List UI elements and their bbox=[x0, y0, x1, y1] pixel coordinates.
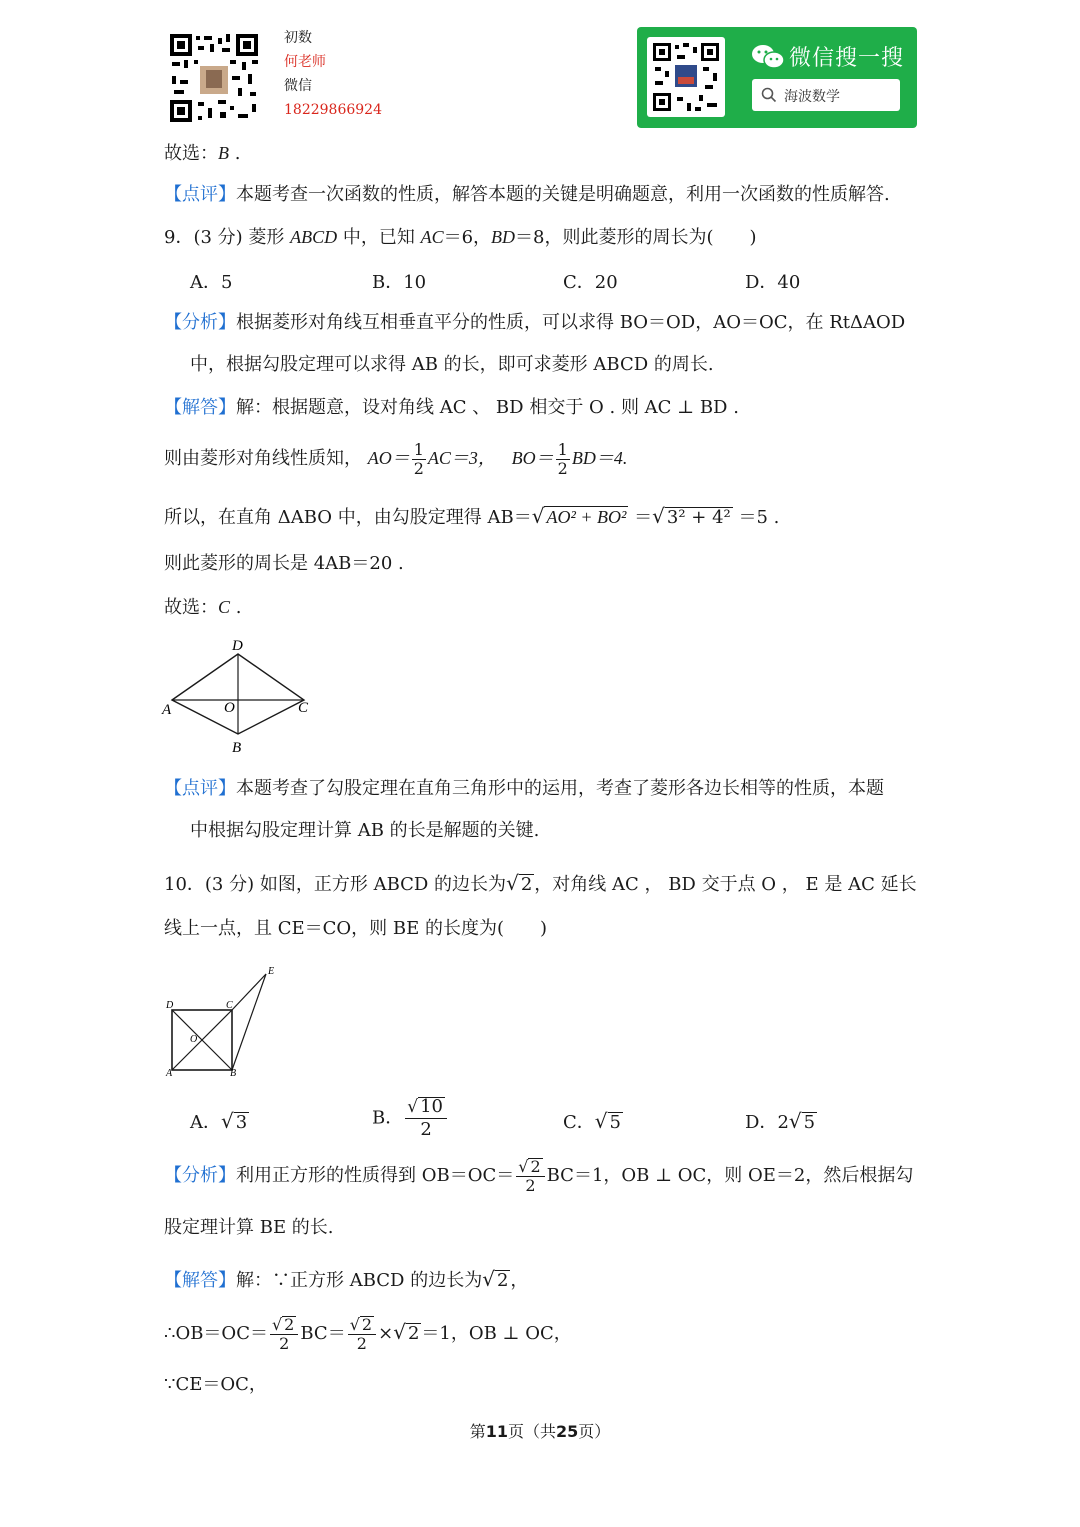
fraction-half-2 bbox=[556, 441, 570, 478]
q10-solution2-b: BC＝ bbox=[300, 1323, 346, 1344]
sqrt-symbol-icon: √ bbox=[407, 1097, 419, 1117]
q10-analysis-line2: 股定理计算 BE 的长. bbox=[164, 1217, 334, 1238]
footer-suffix: 页） bbox=[578, 1422, 611, 1441]
fig-label-o: O bbox=[224, 700, 235, 716]
q10-opt-c-rad: 5 bbox=[609, 1112, 621, 1133]
fraction-half-1 bbox=[412, 441, 426, 478]
q10-option-c[interactable] bbox=[563, 1108, 623, 1134]
qr-code-icon bbox=[168, 32, 260, 124]
footer-mid: 页（共 bbox=[507, 1422, 556, 1441]
sqrt-symbol-icon: √ bbox=[506, 871, 519, 895]
page-footer bbox=[0, 1419, 1080, 1442]
q10-solution-line1 bbox=[164, 1266, 528, 1294]
q10-solution2-rad: 2 bbox=[407, 1323, 420, 1344]
q10-stem-line2: 线上一点，且 CE＝CO，则 BE 的长度为( ) bbox=[164, 918, 548, 939]
q9-analysis-text1: 根据菱形对角线互相垂直平分的性质，可以求得 BO＝OD，AO＝OC，在 RtΔAOD bbox=[236, 312, 906, 333]
fraction-sqrt2-over-2 bbox=[516, 1158, 544, 1195]
q10-option-b[interactable] bbox=[372, 1096, 449, 1141]
q10-solution-line2 bbox=[164, 1312, 572, 1354]
q10-opt-d-coef: 2 bbox=[777, 1112, 789, 1133]
q10-solution2-d: ＝1，OB ⊥ OC， bbox=[421, 1323, 572, 1344]
q9-solution-line3-mid: ＝ bbox=[628, 507, 653, 528]
q10-stem-b: ，对角线 AC ， BD 交于点 O ， E 是 AC 延长 bbox=[534, 874, 917, 895]
q10-solution-rad: 2 bbox=[496, 1270, 509, 1291]
q9-radicand-2: 3² + 4² bbox=[666, 507, 731, 528]
q8-answer-prefix: 故选： bbox=[164, 143, 218, 164]
q10-analysis-a: 利用正方形的性质得到 OB＝OC＝ bbox=[236, 1165, 515, 1186]
q9-answer: C bbox=[218, 597, 231, 617]
q9-bo: BO＝ bbox=[511, 448, 554, 468]
fraction-rad: 2 bbox=[361, 1314, 373, 1334]
q9-bd: BD bbox=[491, 227, 516, 247]
fraction-num: 1 bbox=[557, 439, 568, 459]
fig-label-d: D bbox=[232, 638, 243, 654]
q10-analysis-b: BC＝1，OB ⊥ OC，则 OE＝2，然后根据勾 bbox=[546, 1165, 914, 1186]
sqrt-symbol-icon: √ bbox=[531, 504, 545, 528]
search-icon bbox=[761, 87, 777, 103]
fraction-sqrt2-over-2 bbox=[270, 1316, 298, 1353]
q10-solution-line3: ∵CE＝OC， bbox=[164, 1374, 267, 1395]
q10-solution2-a: ∴OB＝OC＝ bbox=[164, 1323, 268, 1344]
fig-label-c: C bbox=[298, 700, 309, 716]
wechat-logo-icon bbox=[751, 43, 785, 71]
q10-opt-b-fraction bbox=[405, 1096, 447, 1141]
q10-opt-d-prefix: D． bbox=[745, 1112, 778, 1133]
q9-ac-val: ＝6， bbox=[443, 227, 492, 248]
q10-option-d[interactable] bbox=[745, 1108, 817, 1134]
note-teacher: 何老师 bbox=[284, 54, 326, 70]
q9-solution-line3-prefix: 所以，在直角 ΔABO 中，由勾股定理得 AB＝ bbox=[164, 507, 532, 528]
fraction-rad: 2 bbox=[530, 1156, 541, 1176]
note-course: 初数 bbox=[284, 30, 312, 46]
fig-label-a: A bbox=[162, 702, 172, 718]
wechat-qr-code bbox=[647, 37, 725, 117]
q9-analysis-tag: 【分析】 bbox=[164, 312, 236, 333]
fig-label-b: B bbox=[232, 740, 242, 756]
q9-number: 9．(3 分) 菱形 bbox=[164, 227, 291, 248]
fraction-num bbox=[348, 1316, 376, 1335]
note-wechat: 微信 bbox=[284, 78, 312, 94]
sqrt-symbol-icon: √ bbox=[349, 1314, 360, 1334]
fraction-den: 2 bbox=[279, 1333, 290, 1353]
q9-option-a[interactable]: A．5 bbox=[190, 272, 233, 293]
sqrt-symbol-icon: √ bbox=[221, 1109, 234, 1133]
fraction-num: 1 bbox=[413, 439, 424, 459]
q9-analysis-line2: 中，根据勾股定理可以求得 AB 的长，即可求菱形 ABCD 的周长. bbox=[190, 354, 714, 375]
q10-solution-tag: 【解答】 bbox=[164, 1270, 236, 1291]
q9-solution-line2 bbox=[164, 438, 627, 479]
q9-answer-line: 故选：C . bbox=[164, 597, 242, 618]
sqrt-symbol-icon: √ bbox=[271, 1314, 283, 1334]
q10-solution2-c: × bbox=[378, 1323, 394, 1344]
fig-label-d: D bbox=[166, 1000, 174, 1011]
footer-prefix: 第 bbox=[469, 1422, 486, 1441]
fraction-den: 2 bbox=[525, 1175, 536, 1195]
fraction-num bbox=[516, 1158, 544, 1177]
q9-solution-line4: 则此菱形的周长是 4AB＝20 . bbox=[164, 553, 404, 574]
q10-analysis-tag: 【分析】 bbox=[164, 1165, 236, 1186]
q9-solution-line1 bbox=[164, 395, 739, 421]
sqrt-symbol-icon: √ bbox=[652, 504, 665, 528]
footer-total: 25 bbox=[556, 1422, 579, 1441]
fraction-sqrt2-over-2 bbox=[348, 1316, 376, 1353]
q10-rad-two: 2 bbox=[520, 874, 533, 895]
q9-option-c[interactable]: C．20 bbox=[563, 272, 618, 293]
q10-analysis-line1 bbox=[164, 1156, 913, 1196]
q10-stem-line1 bbox=[164, 870, 917, 898]
q10-opt-a-rad: 3 bbox=[235, 1112, 248, 1133]
q10-solution-a: 解：∵正方形 ABCD 的边长为 bbox=[236, 1270, 483, 1291]
q9-stem bbox=[164, 224, 757, 251]
sqrt-symbol-icon: √ bbox=[594, 1109, 608, 1133]
fraction-den: 2 bbox=[356, 1333, 367, 1353]
q9-solution-tag: 【解答】 bbox=[164, 397, 236, 418]
q8-answer-line: 故选：B . bbox=[164, 143, 241, 164]
q9-solution-line2-prefix: 则由菱形对角线性质知， bbox=[164, 448, 362, 469]
q9-analysis-line1 bbox=[164, 310, 905, 336]
q10-opt-b-rad: 10 bbox=[420, 1096, 443, 1117]
fraction-den: 2 bbox=[557, 458, 568, 478]
qr-code-left bbox=[168, 32, 260, 124]
q9-answer-prefix: 故选： bbox=[164, 597, 218, 618]
rhombus-figure bbox=[160, 634, 320, 756]
q9-solution-line3-end: ＝5 . bbox=[732, 507, 780, 528]
q9-review-text1: 本题考查了勾股定理在直角三角形中的运用，考查了菱形各边长相等的性质，本题 bbox=[236, 778, 884, 799]
q8-answer: B bbox=[218, 143, 229, 163]
qr-code-icon bbox=[647, 37, 725, 117]
q8-review-text: 本题考查一次函数的性质，解答本题的关键是明确题意，利用一次函数的性质解答. bbox=[236, 184, 890, 205]
fraction-den: 2 bbox=[413, 458, 424, 478]
q8-review-tag: 【点评】 bbox=[164, 184, 236, 205]
sqrt-symbol-icon: √ bbox=[518, 1156, 529, 1176]
wechat-search-text: 海波数学 bbox=[784, 89, 840, 105]
q9-review-tag: 【点评】 bbox=[164, 778, 236, 799]
fig-label-e: E bbox=[268, 966, 275, 977]
q9-bd-val: ＝8，则此菱形的周长为( ) bbox=[515, 227, 757, 248]
q9-review-line1 bbox=[164, 776, 884, 802]
footer-page: 11 bbox=[485, 1422, 508, 1441]
q9-solution-line3 bbox=[164, 503, 779, 531]
q9-option-b[interactable]: B．10 bbox=[372, 272, 427, 293]
q10-stem-a: 10．(3 分) 如图，正方形 ABCD 的边长为 bbox=[164, 874, 507, 895]
fraction-den: 2 bbox=[420, 1119, 432, 1140]
q9-shape: ABCD bbox=[290, 227, 338, 247]
q9-review-line2: 中根据勾股定理计算 AB 的长是解题的关键. bbox=[190, 820, 540, 841]
q9-bd-4: BD＝4. bbox=[571, 448, 628, 468]
fig-label-c: C bbox=[226, 1000, 233, 1011]
square-figure bbox=[160, 962, 284, 1082]
q8-review-line bbox=[164, 182, 890, 208]
q9-stem-mid: 中，已知 bbox=[337, 227, 421, 248]
sqrt-symbol-icon: √ bbox=[788, 1109, 802, 1133]
wechat-search-field[interactable] bbox=[752, 79, 900, 111]
fig-label-a: A bbox=[166, 1068, 173, 1079]
q10-opt-c-prefix: C． bbox=[563, 1112, 595, 1133]
sqrt-symbol-icon: √ bbox=[482, 1267, 495, 1291]
q10-opt-a-prefix: A． bbox=[190, 1112, 221, 1133]
fraction-num bbox=[405, 1096, 447, 1119]
note-phone: 18229866924 bbox=[284, 102, 382, 118]
q9-solution-text1: 解：根据题意，设对角线 AC 、 BD 相交于 O . 则 AC ⊥ BD . bbox=[236, 397, 739, 418]
q9-option-d[interactable]: D．40 bbox=[745, 272, 801, 293]
fig-label-b: B bbox=[230, 1068, 237, 1079]
q9-ao: AO＝ bbox=[367, 448, 410, 468]
sqrt-symbol-icon: √ bbox=[393, 1320, 406, 1344]
q10-option-a[interactable] bbox=[190, 1108, 249, 1134]
fig-label-o: O bbox=[190, 1034, 198, 1045]
wechat-search-banner bbox=[637, 27, 917, 128]
q9-ac: AC bbox=[420, 227, 444, 247]
q10-solution-b: ， bbox=[510, 1270, 529, 1291]
wechat-title: 微信搜一搜 bbox=[789, 46, 905, 71]
q10-opt-b-prefix: B． bbox=[372, 1107, 404, 1129]
fraction-num bbox=[270, 1316, 298, 1335]
q9-radicand-1: AO² + BO² bbox=[546, 507, 627, 527]
q10-opt-d-rad: 5 bbox=[803, 1112, 816, 1133]
fraction-rad: 2 bbox=[284, 1314, 295, 1334]
q9-ac-3: AC＝3， bbox=[427, 448, 496, 468]
